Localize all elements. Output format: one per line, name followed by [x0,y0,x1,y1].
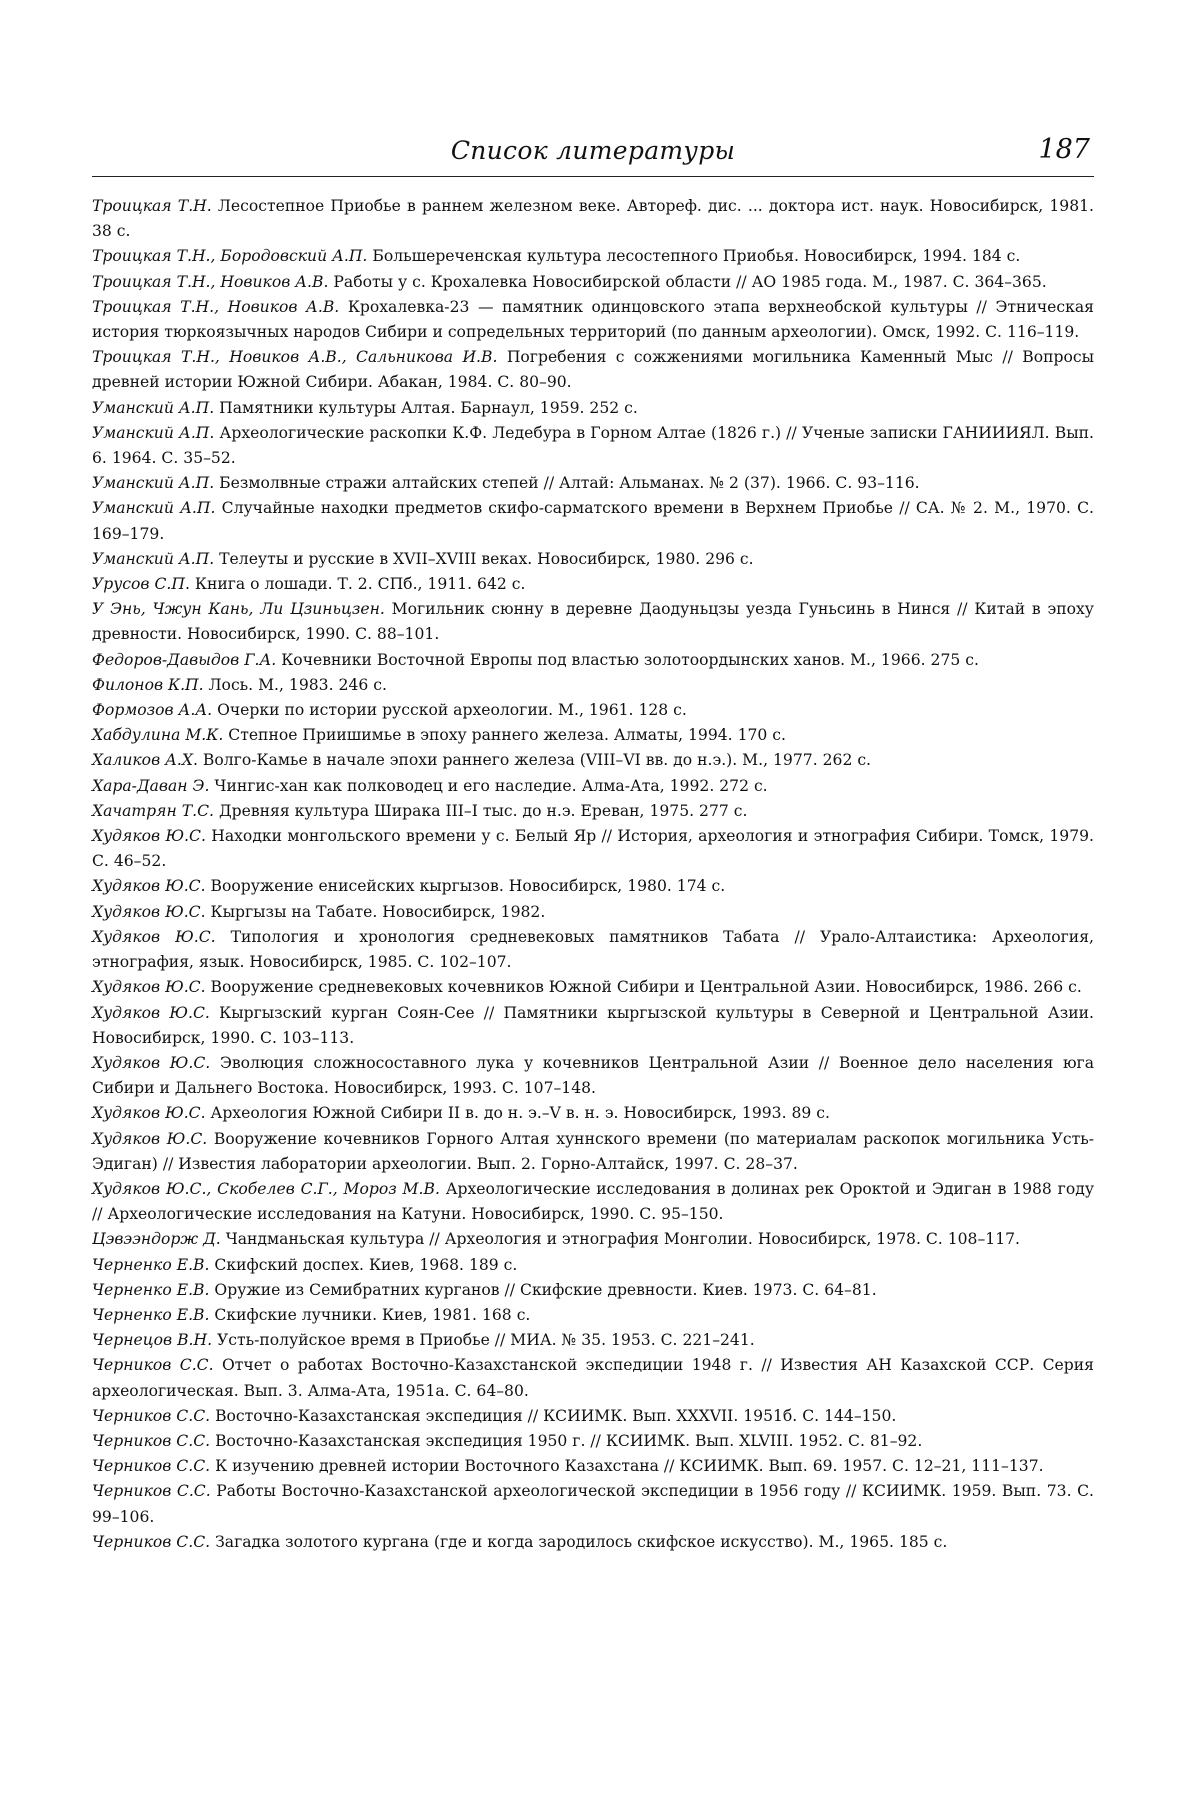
entry-text: Скифский доспех. Киев, 1968. 189 с. [214,1255,518,1274]
entry-text: Волго-Камье в начале эпохи раннего железа (VIII–VI вв. до н.э.). М., 1977. 262 с. [202,751,872,770]
bibliography-entry [92,648,1094,673]
entry-text: Кочевники Восточной Европы под властью золотоордынских ханов. М., 1966. 275 с. [281,650,979,669]
entry-text: Отчет о работах Восточно-Казахстанской экспедиции 1948 г. // Известия АН Казахской ССР. Серия археологическая. Вып. 3. Алма-Ата, 1951а. С. 64–80. [92,1356,1094,1400]
entry-text: Оружие из Семибратних курганов // Скифские древности. Киев. 1973. С. 64–81. [214,1280,877,1299]
entry-author: Филонов К.П. [92,675,204,694]
bibliography-entry [92,1328,1094,1353]
entry-text: Восточно-Казахстанская экспедиция // КСИИМК. Вып. XXXVII. 1951б. С. 144–150. [215,1406,897,1425]
bibliography-entry [92,900,1094,925]
entry-author: Худяков Ю.С. [92,978,206,997]
entry-text: Книга о лошади. Т. 2. СПб., 1911. 642 с. [194,575,526,594]
entry-author: Федоров-Давыдов Г.А. [92,650,277,669]
bibliography-entry [92,496,1094,546]
entry-text: Лесостепное Приобье в раннем железном веке. Автореф. дис. ... доктора ист. наук. Новосибирск, 1981. 38 с. [92,197,1094,241]
bibliography-entry [92,673,1094,698]
entry-author: Троицкая Т.Н., Бородовский А.П. [92,247,368,266]
entry-text: Археология Южной Сибири II в. до н. э.–V в. н. э. Новосибирск, 1993. 89 с. [210,1104,830,1123]
entry-author: Черников С.С. [92,1431,211,1450]
entry-text: Типология и хронология средневековых памятников Табата // Урало-Алтаистика: Археология, этнография, язык. Новосибирск, 1985. С. 102–107. [92,927,1094,972]
bibliography-entry [92,1278,1094,1303]
bibliography-entry [92,874,1094,899]
entry-author: Черников С.С. [92,1406,211,1425]
entry-text: Очерки по истории русской археологии. М., 1961. 128 с. [217,701,687,720]
bibliography-entry [92,597,1094,647]
bibliography-entry [92,1177,1094,1227]
entry-author: Чернецов В.Н. [92,1331,213,1350]
bibliography-entry [92,295,1094,345]
entry-author: Худяков Ю.С. [92,927,216,946]
bibliography-entry [92,824,1094,874]
entry-author: Худяков Ю.С. [92,827,206,846]
running-head [92,132,1094,177]
bibliography-entry [92,1303,1094,1328]
entry-author: Цэвээндорж Д. [92,1230,221,1249]
entry-author: Уманский А.П. [92,398,215,417]
entry-text: Скифские лучники. Киев, 1981. 168 с. [214,1305,531,1324]
entry-text: Загадка золотого кургана (где и когда зародилось скифское искусство). М., 1965. 185 с. [215,1532,948,1551]
entry-author: Черников С.С. [92,1356,214,1375]
entry-text: Телеуты и русские в XVII–XVIII веках. Новосибирск, 1980. 296 с. [219,549,754,568]
bibliography-entry [92,1127,1094,1177]
entry-author: Черников С.С. [92,1482,211,1501]
entry-author: Худяков Ю.С. [92,1053,211,1072]
running-head-title: Список литературы [450,136,736,165]
entry-author: Черников С.С. [92,1532,211,1551]
entry-text: Крохалевка-23 — памятник одинцовского этапа верхнеобской культуры // Этническая история тюркоязычных народов Сибири и сопредельных территорий (по данным археологии). Омск, 1992. С. 116–119. [92,297,1094,342]
entry-text: Чандманьская культура // Археология и этнография Монголии. Новосибирск, 1978. С. 108–117. [225,1230,1020,1249]
entry-text: Погребения с сожжениями могильника Каменный Мыс // Вопросы древней истории Южной Сибири. Абакан, 1984. С. 80–90. [92,348,1094,392]
entry-author: У Энь, Чжун Кань, Ли Цзиньцзен. [92,600,385,619]
entry-text: Вооружение средневековых кочевников Южной Сибири и Центральной Азии. Новосибирск, 1986. 266 с. [210,978,1082,997]
entry-text: Большереченская культура лесостепного Приобья. Новосибирск, 1994. 184 с. [372,247,1021,266]
entry-text: Археологические раскопки К.Ф. Ледебура в Горном Алтае (1826 г.) // Ученые записки ГАНИИИЯЛ. Вып. 6. 1964. С. 35–52. [92,423,1094,468]
entry-text: Чингис-хан как полководец и его наследие. Алма-Ата, 1992. 272 с. [214,776,768,795]
entry-author: Халиков А.Х. [92,751,198,770]
entry-author: Троицкая Т.Н. [92,197,212,215]
bibliography-entry [92,572,1094,597]
bibliography-entry [92,799,1094,824]
bibliography-entry [92,1404,1094,1429]
bibliography-entry [92,723,1094,748]
bibliography-entry [92,270,1094,295]
bibliography-entry [92,1051,1094,1101]
entry-text: Вооружение енисейских кыргызов. Новосибирск, 1980. 174 с. [210,877,726,896]
bibliography-entry [92,1253,1094,1278]
entry-author: Хачатрян Т.С. [92,801,214,820]
bibliography-list [92,194,1094,1555]
entry-author: Черненко Е.В. [92,1280,210,1299]
bibliography-entry [92,1429,1094,1454]
bibliography-entry [92,1530,1094,1555]
entry-author: Уманский А.П. [92,474,215,493]
entry-text: Степное Приишимье в эпоху раннего железа. Алматы, 1994. 170 с. [228,726,786,745]
entry-author: Худяков Ю.С., Скобелев С.Г., Мороз М.В. [92,1179,440,1198]
entry-author: Худяков Ю.С. [92,1003,210,1022]
bibliography-entry [92,1454,1094,1479]
entry-text: Памятники культуры Алтая. Барнаул, 1959. 252 с. [219,398,638,417]
entry-author: Урусов С.П. [92,575,190,594]
entry-author: Худяков Ю.С. [92,1129,208,1148]
bibliography-entry [92,975,1094,1000]
bibliography-entry [92,925,1094,975]
entry-author: Хабдулина М.К. [92,726,224,745]
bibliography-entry [92,244,1094,269]
page-number: 187 [1038,134,1090,165]
bibliography-entry [92,1001,1094,1051]
entry-author: Черненко Е.В. [92,1255,210,1274]
entry-text: Археологические исследования в долинах рек Ороктой и Эдиган в 1988 году // Археологические исследования на Катуни. Новосибирск, 1990. С. 95–150. [92,1179,1094,1224]
entry-text: Могильник сюнну в деревне Даодуньцзы уезда Гуньсинь в Нинся // Китай в эпоху древности. Новосибирск, 1990. С. 88–101. [92,600,1094,644]
entry-author: Троицкая Т.Н., Новиков А.В. [92,272,329,291]
entry-text: Случайные находки предметов скифо-сарматского времени в Верхнем Приобье // СА. № 2. М., 1970. С. 169–179. [92,499,1094,543]
entry-text: Работы Восточно-Казахстанской археологической экспедиции в 1956 году // КСИИМК. 1959. Вып. 73. С. 99–106. [92,1482,1094,1526]
entry-text: Находки монгольского времени у с. Белый Яр // История, археология и этнография Сибири. Томск, 1979. С. 46–52. [92,827,1094,871]
bibliography-entry [92,1353,1094,1403]
bibliography-entry [92,774,1094,799]
entry-text: Кыргызский курган Соян-Сее // Памятники кыргызской культуры в Северной и Центральной Азии. Новосибирск, 1990. С. 103–113. [92,1003,1094,1047]
entry-text: Кыргызы на Табате. Новосибирск, 1982. [210,902,546,921]
entry-author: Худяков Ю.С. [92,1104,206,1123]
entry-author: Хара-Даван Э. [92,776,210,795]
bibliography-entry [92,345,1094,395]
entry-author: Уманский А.П. [92,499,216,518]
entry-text: Лось. М., 1983. 246 с. [208,675,387,694]
entry-author: Уманский А.П. [92,423,215,442]
entry-text: Безмолвные стражи алтайских степей // Алтай: Альманах. № 2 (37). 1966. С. 93–116. [219,474,920,493]
bibliography-entry [92,471,1094,496]
bibliography-entry [92,421,1094,471]
entry-text: Эволюция сложносоставного лука у кочевников Центральной Азии // Военное дело населения юга Сибири и Дальнего Востока. Новосибирск, 1993. С. 107–148. [92,1053,1094,1098]
entry-author: Троицкая Т.Н., Новиков А.В., Сальникова И.В. [92,348,498,367]
bibliography-entry [92,1101,1094,1126]
bibliography-entry [92,194,1094,244]
entry-text: К изучению древней истории Восточного Казахстана // КСИИМК. Вып. 69. 1957. С. 12–21, 111–137. [215,1457,1044,1476]
bibliography-entry [92,698,1094,723]
entry-text: Вооружение кочевников Горного Алтая хуннского времени (по материалам раскопок могильника Усть-Эдиган) // Известия лаборатории археологии. Вып. 2. Горно-Алтайск, 1997. С. 28–37. [92,1129,1094,1173]
bibliography-entry [92,1479,1094,1529]
bibliography-entry [92,396,1094,421]
entry-author: Троицкая Т.Н., Новиков А.В. [92,297,340,316]
bibliography-entry [92,1227,1094,1252]
entry-text: Восточно-Казахстанская экспедиция 1950 г. // КСИИМК. Вып. XLVIII. 1952. С. 81–92. [215,1431,923,1450]
entry-text: Работы у с. Крохалевка Новосибирской области // АО 1985 года. М., 1987. С. 364–365. [333,272,1047,291]
entry-author: Худяков Ю.С. [92,877,206,896]
entry-text: Усть-полуйское время в Приобье // МИА. № 35. 1953. С. 221–241. [217,1331,755,1350]
entry-author: Черненко Е.В. [92,1305,210,1324]
entry-author: Уманский А.П. [92,549,215,568]
entry-author: Черников С.С. [92,1457,211,1476]
entry-author: Формозов А.А. [92,701,213,720]
bibliography-entry [92,748,1094,773]
entry-text: Древняя культура Ширака III–I тыс. до н.э. Ереван, 1975. 277 с. [218,801,748,820]
bibliography-entry [92,547,1094,572]
entry-author: Худяков Ю.С. [92,902,206,921]
